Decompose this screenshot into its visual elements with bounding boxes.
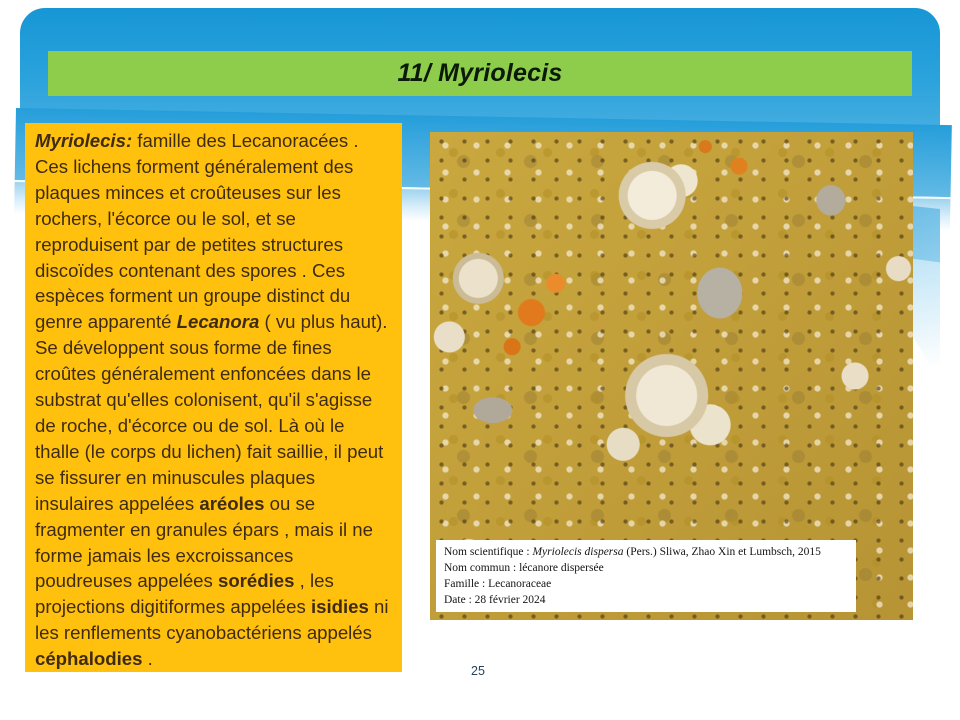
caption-scientific-label: Nom scientifique : (444, 546, 533, 558)
caption-common-name-line: Nom commun : lécanore dispersée (444, 562, 604, 574)
slide-title: 11/ Myriolecis (397, 59, 563, 87)
caption-date-line: Date : 28 février 2024 (444, 594, 546, 606)
caption-family-line: Famille : Lecanoraceae (444, 578, 552, 590)
photo-caption (436, 540, 856, 612)
description-panel: Myriolecis: famille des Lecanoracées . Ces lichens forment généralement des plaques minces et croûteuses sur les rochers, l'écorce ou le sol, et se reproduisent par de petites structures discoïdes contenant des spores . Ces espèces forment un groupe distinct du genre apparenté Lecanora ( vu plus haut). Se développent sous forme de fines croûtes généralement enfoncées dans le substrat qu'elles colonisent, qu'il s'agisse de roche, d'écorce ou de sol. Là où le thalle (le corps du lichen) fait saillie, il peut se fissurer en minuscules plaques insulaires appelées aréoles ou se fragmenter en granules épars , mais il ne forme jamais les excroissances poudreuses appelées sorédies , les projections digitiformes appelées isidies ni les renflements cyanobactériens appelés céphalodies . (25, 123, 402, 672)
caption-species-name: Myriolecis dispersa (532, 546, 624, 558)
page-number: 25 (471, 664, 485, 678)
title-bar (48, 51, 912, 96)
caption-scientific-name-line (444, 544, 848, 560)
lichen-photo (430, 132, 913, 620)
caption-authority: (Pers.) Sliwa, Zhao Xin et Lumbsch, 2015 (623, 546, 821, 558)
